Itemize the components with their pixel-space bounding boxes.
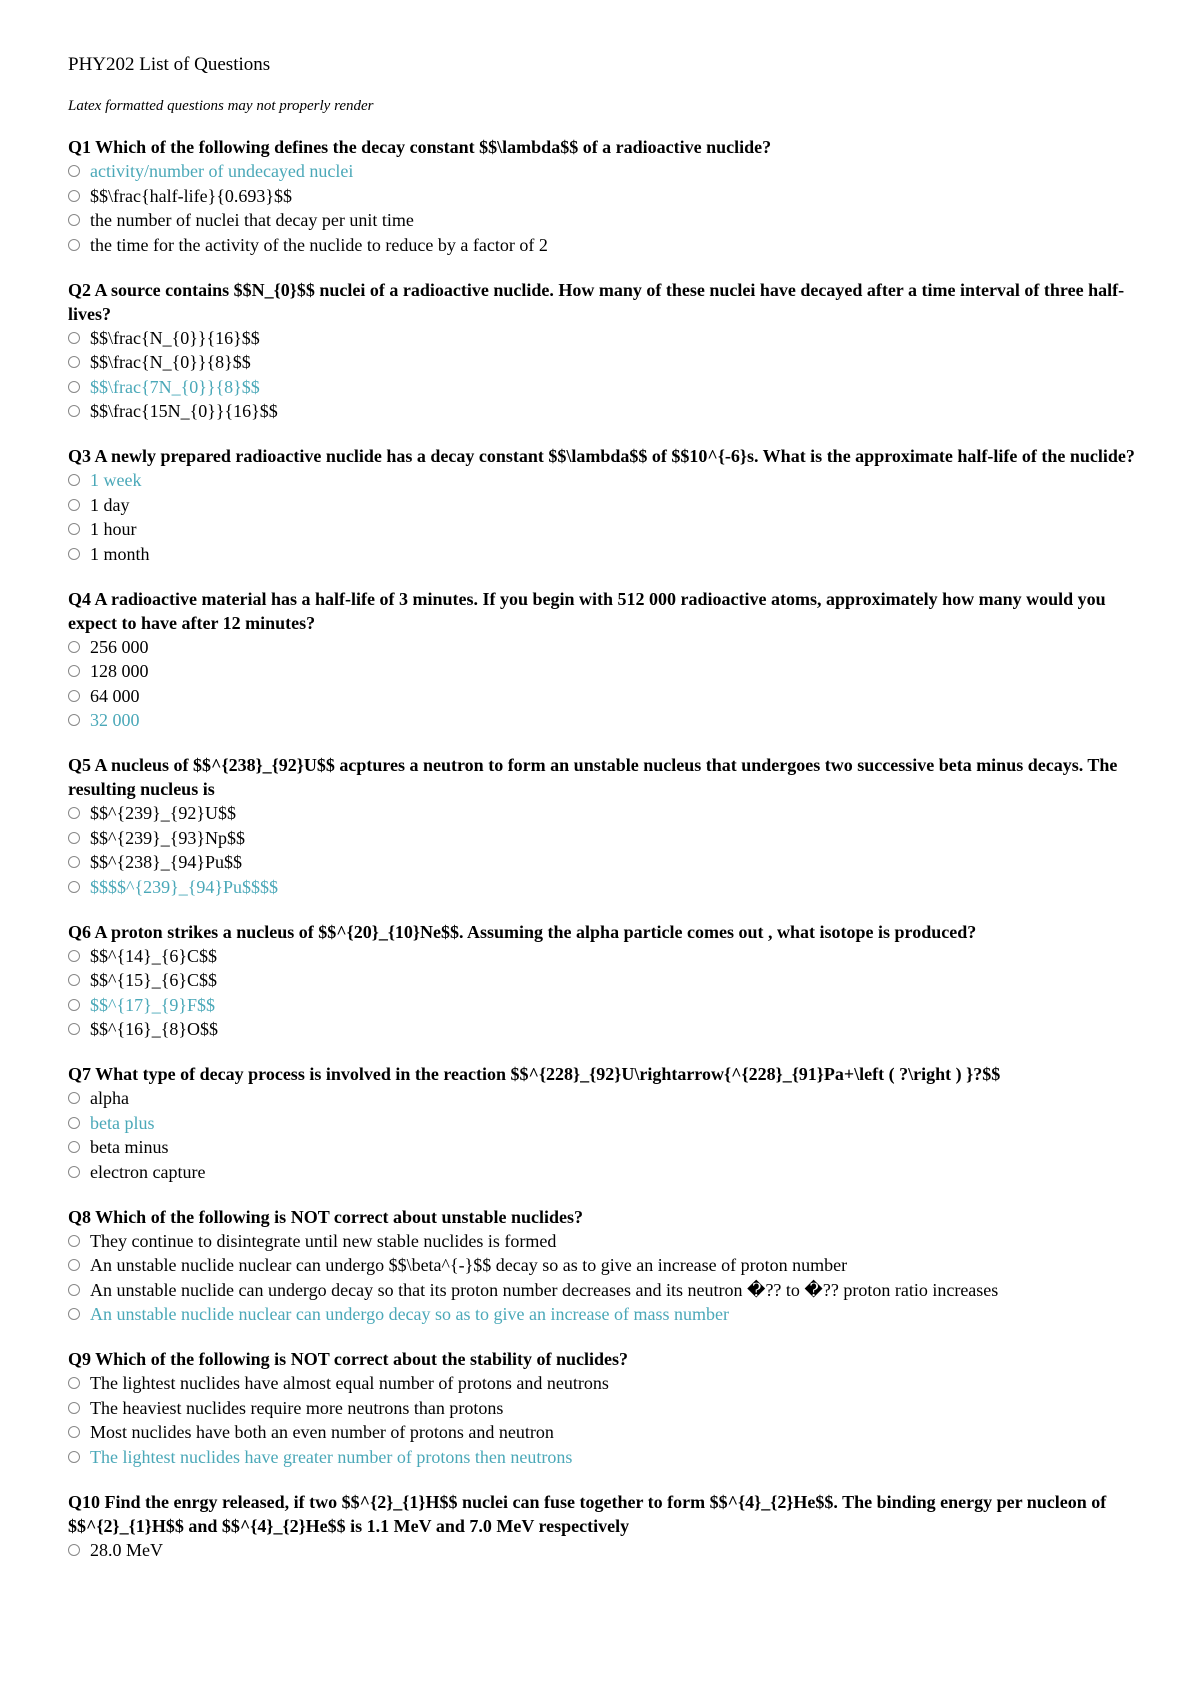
answer-option-correct[interactable] <box>68 375 1138 400</box>
question-block <box>68 135 1138 257</box>
question-text: Q7 What type of decay process is involved in the reaction $$^{228}_{92}U\rightarrow{^{228}_{91}Pa+\left ( ?\right ) }?$$ <box>68 1064 1001 1084</box>
answer-option-label: $$^{17}_{9}F$$ <box>90 994 216 1015</box>
answer-option-label: The lightest nuclides have almost equal number of protons and neutrons <box>90 1373 609 1393</box>
radio-button-icon[interactable] <box>68 1308 80 1320</box>
answer-option[interactable] <box>68 542 1138 567</box>
radio-button-icon[interactable] <box>68 499 80 511</box>
answer-option-label: 28.0 MeV <box>90 1539 163 1560</box>
document-page <box>68 54 1138 1583</box>
radio-button-icon[interactable] <box>68 832 80 844</box>
question-text: Q4 A radioactive material has a half-life of 3 minutes. If you begin with 512 000 radioactive atoms, approximately how many would you expect to have after 12 minutes? <box>68 588 1106 633</box>
answer-option-label: $$^{239}_{93}Np$$ <box>90 827 246 848</box>
answer-option-label: 256 000 <box>90 636 149 657</box>
answer-option-label: 1 day <box>90 494 130 515</box>
question-text: Q10 Find the enrgy released, if two $$^{2}_{1}H$$ nuclei can fuse together to form $$^{4}_{2}He$$. The binding energy per nucleon of $$^{2}_{1}H$$ and $$^{4}_{2}He$$ is 1.1 MeV and 7.0 MeV respectively <box>68 1491 1107 1536</box>
radio-button-icon[interactable] <box>68 881 80 893</box>
radio-button-icon[interactable] <box>68 1166 80 1178</box>
answer-option[interactable] <box>68 208 1138 233</box>
answer-option-correct[interactable] <box>68 993 1138 1018</box>
radio-button-icon[interactable] <box>68 405 80 417</box>
answer-option-label: $$^{15}_{6}C$$ <box>90 970 218 990</box>
question-text: Q6 A proton strikes a nucleus of $$^{20}_{10}Ne$$. Assuming the alpha particle comes out , what isotope is produced? <box>68 921 977 942</box>
answer-option[interactable] <box>68 968 1138 993</box>
answer-option[interactable] <box>68 850 1138 875</box>
document-title: PHY202 List of Questions <box>68 54 271 75</box>
answer-option[interactable] <box>68 684 1138 709</box>
answer-option-label: 1 hour <box>90 519 137 539</box>
answer-option[interactable] <box>68 659 1138 684</box>
answer-option-label: 64 000 <box>90 685 140 706</box>
answer-option-label: Most nuclides have both an even number of protons and neutron <box>90 1422 554 1442</box>
radio-button-icon[interactable] <box>68 1092 80 1104</box>
radio-button-icon[interactable] <box>68 1235 80 1247</box>
question-text: Q3 A newly prepared radioactive nuclide has a decay constant $$\lambda$$ of $$10^{-6}s. What is the approximate half-life of the nuclide? <box>68 446 1135 466</box>
radio-button-icon[interactable] <box>68 641 80 653</box>
question-block <box>68 920 1138 1042</box>
radio-button-icon[interactable] <box>68 474 80 486</box>
answer-option[interactable] <box>68 1135 1138 1160</box>
answer-option-label: electron capture <box>90 1161 206 1182</box>
answer-option-label: The heaviest nuclides require more neutrons than protons <box>90 1397 504 1418</box>
radio-button-icon[interactable] <box>68 714 80 726</box>
answer-option-label: The lightest nuclides have greater number of protons then neutrons <box>90 1446 573 1467</box>
answer-option-label: beta minus <box>90 1137 169 1157</box>
radio-button-icon[interactable] <box>68 1259 80 1271</box>
question-block <box>68 444 1138 566</box>
answer-option[interactable] <box>68 1086 1138 1111</box>
answer-option-label: the number of nuclei that decay per unit time <box>90 210 414 230</box>
question-text: Q5 A nucleus of $$^{238}_{92}U$$ acptures a neutron to form an unstable nucleus that undergoes two successive beta minus decays. The resulting nucleus is <box>68 755 1118 799</box>
answer-option-label: 128 000 <box>90 661 149 681</box>
question-text: Q2 A source contains $$N_{0}$$ nuclei of a radioactive nuclide. How many of these nuclei have decayed after a time interval of three half-lives? <box>68 279 1125 324</box>
radio-button-icon[interactable] <box>68 214 80 226</box>
radio-button-icon[interactable] <box>68 1402 80 1414</box>
answer-option[interactable] <box>68 350 1138 375</box>
answer-option[interactable] <box>68 399 1138 424</box>
answer-option-correct[interactable] <box>68 1302 1138 1327</box>
answer-option[interactable] <box>68 326 1138 351</box>
answer-option-correct[interactable] <box>68 159 1138 184</box>
question-list <box>68 135 1138 1562</box>
answer-option[interactable] <box>68 1229 1138 1254</box>
answer-option-label: 1 week <box>90 470 142 490</box>
answer-option[interactable] <box>68 944 1138 969</box>
answer-option-label: $$\frac{N_{0}}{8}$$ <box>90 352 251 372</box>
radio-button-icon[interactable] <box>68 1284 80 1296</box>
radio-button-icon[interactable] <box>68 950 80 962</box>
answer-option-label: An unstable nuclide can undergo decay so that its proton number decreases and its neutron �?? to �?? proton ratio increases <box>90 1279 999 1300</box>
question-block <box>68 1347 1138 1469</box>
answer-option-correct[interactable] <box>68 1445 1138 1470</box>
answer-option-label: An unstable nuclide nuclear can undergo $$\beta^{-}$$ decay so as to give an increase of proton number <box>90 1255 848 1275</box>
answer-option[interactable] <box>68 1253 1138 1278</box>
answer-option-label: They continue to disintegrate until new stable nuclides is formed <box>90 1230 557 1251</box>
answer-option-label: $$\frac{15N_{0}}{16}$$ <box>90 401 278 421</box>
answer-option-label: $$\frac{7N_{0}}{8}$$ <box>90 376 260 397</box>
question-block <box>68 1205 1138 1327</box>
answer-option[interactable] <box>68 493 1138 518</box>
answer-option[interactable] <box>68 801 1138 826</box>
radio-button-icon[interactable] <box>68 548 80 560</box>
radio-button-icon[interactable] <box>68 807 80 819</box>
answer-option-label: An unstable nuclide nuclear can undergo decay so as to give an increase of mass number <box>90 1304 729 1324</box>
answer-option-label: $$^{239}_{92}U$$ <box>90 803 237 823</box>
radio-button-icon[interactable] <box>68 1023 80 1035</box>
question-block <box>68 753 1138 899</box>
answer-option-correct[interactable] <box>68 875 1138 900</box>
question-text: Q9 Which of the following is NOT correct about the stability of nuclides? <box>68 1349 629 1369</box>
radio-button-icon[interactable] <box>68 1141 80 1153</box>
radio-button-icon[interactable] <box>68 1377 80 1389</box>
answer-option-label: 1 month <box>90 543 150 564</box>
answer-option[interactable] <box>68 826 1138 851</box>
radio-button-icon[interactable] <box>68 690 80 702</box>
question-text: Q8 Which of the following is NOT correct about unstable nuclides? <box>68 1206 584 1227</box>
answer-option[interactable] <box>68 1160 1138 1185</box>
radio-button-icon[interactable] <box>68 381 80 393</box>
answer-option-label: activity/number of undecayed nuclei <box>90 161 354 181</box>
answer-option-label: $$\frac{half-life}{0.693}$$ <box>90 185 292 206</box>
question-block <box>68 1062 1138 1184</box>
radio-button-icon[interactable] <box>68 356 80 368</box>
answer-option-label: 32 000 <box>90 710 140 730</box>
render-note: Latex formatted questions may not properly render <box>68 98 374 114</box>
radio-button-icon[interactable] <box>68 665 80 677</box>
radio-button-icon[interactable] <box>68 999 80 1011</box>
answer-option[interactable] <box>68 1017 1138 1042</box>
answer-option-correct[interactable] <box>68 1111 1138 1136</box>
radio-button-icon[interactable] <box>68 1451 80 1463</box>
answer-option-label: $$^{238}_{94}Pu$$ <box>90 852 243 872</box>
answer-option[interactable] <box>68 1371 1138 1396</box>
radio-button-icon[interactable] <box>68 165 80 177</box>
radio-button-icon[interactable] <box>68 1426 80 1438</box>
answer-option[interactable] <box>68 1278 1138 1303</box>
answer-option-label: $$\frac{N_{0}}{16}$$ <box>90 327 260 348</box>
answer-option[interactable] <box>68 1396 1138 1421</box>
answer-option-label: alpha <box>90 1088 129 1108</box>
answer-option-label: $$^{16}_{8}O$$ <box>90 1019 219 1039</box>
answer-option-label: $$$$^{239}_{94}Pu$$$$ <box>90 876 279 897</box>
radio-button-icon[interactable] <box>68 1544 80 1556</box>
radio-button-icon[interactable] <box>68 856 80 868</box>
question-block <box>68 1490 1138 1563</box>
radio-button-icon[interactable] <box>68 332 80 344</box>
answer-option[interactable] <box>68 1538 1138 1563</box>
question-text: Q1 Which of the following defines the decay constant $$\lambda$$ of a radioactive nuclide? <box>68 137 772 157</box>
question-block <box>68 278 1138 424</box>
radio-button-icon[interactable] <box>68 974 80 986</box>
answer-option[interactable] <box>68 184 1138 209</box>
answer-option-label: $$^{14}_{6}C$$ <box>90 945 218 966</box>
radio-button-icon[interactable] <box>68 239 80 251</box>
radio-button-icon[interactable] <box>68 190 80 202</box>
radio-button-icon[interactable] <box>68 1117 80 1129</box>
question-block <box>68 587 1138 733</box>
answer-option-correct[interactable] <box>68 708 1138 733</box>
answer-option[interactable] <box>68 517 1138 542</box>
answer-option-label: beta plus <box>90 1112 155 1133</box>
answer-option[interactable] <box>68 233 1138 258</box>
answer-option[interactable] <box>68 1420 1138 1445</box>
answer-option-label: the time for the activity of the nuclide to reduce by a factor of 2 <box>90 234 548 255</box>
answer-option[interactable] <box>68 635 1138 660</box>
radio-button-icon[interactable] <box>68 523 80 535</box>
answer-option-correct[interactable] <box>68 468 1138 493</box>
